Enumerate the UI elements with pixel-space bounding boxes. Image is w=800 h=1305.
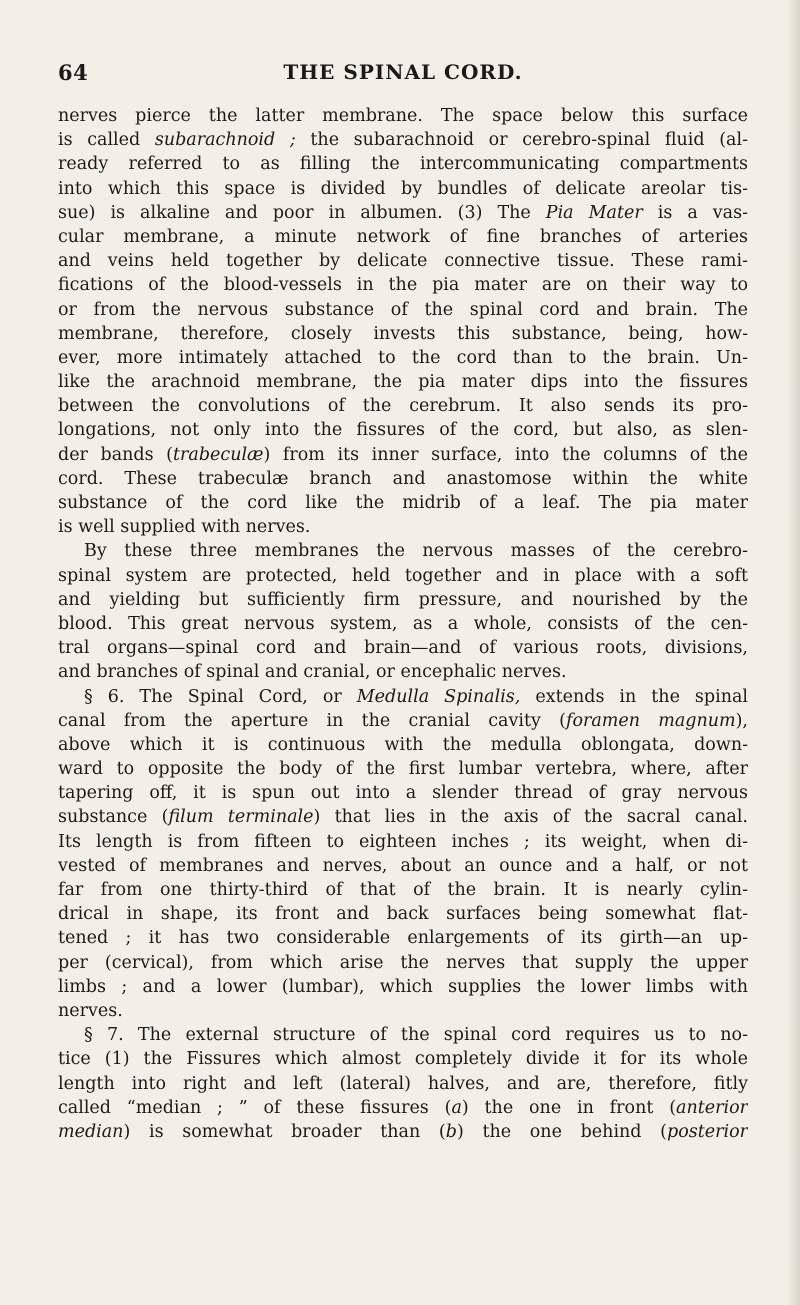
page-edge-shadow bbox=[786, 0, 800, 1305]
text-line: drical in shape, its front and back surfaces being somewhat flat- bbox=[58, 904, 748, 925]
page-number: 64 bbox=[58, 60, 89, 85]
text-line: canal from the aperture in the cranial cavity (foramen magnum), bbox=[58, 710, 748, 731]
text-line: like the arachnoid membrane, the pia mater dips into the fissures bbox=[58, 372, 748, 393]
text-line: spinal system are protected, held together and in place with a soft bbox=[58, 565, 748, 586]
italic-term: a bbox=[451, 1097, 462, 1118]
page-header bbox=[58, 60, 748, 90]
body-text bbox=[58, 104, 748, 1144]
text-line: is well supplied with nerves. bbox=[58, 517, 311, 538]
text-line: far from one thirty-third of that of the brain. It is nearly cylin- bbox=[58, 880, 748, 900]
italic-term: posterior bbox=[667, 1121, 748, 1142]
text-line: § 7. The external structure of the spinal cord requires us to no- bbox=[84, 1025, 748, 1046]
text-line: tice (1) the Fissures which almost completely divide it for its whole bbox=[58, 1049, 748, 1070]
text-line: called “median ; ” of these fissures (a) the one in front (anterior bbox=[58, 1097, 748, 1118]
text-line: Its length is from fifteen to eighteen inches ; its weight, when di- bbox=[58, 831, 748, 852]
italic-term: subarachnoid ; bbox=[154, 130, 296, 151]
text-line: tapering off, it is spun out into a slender thread of gray nervous bbox=[58, 783, 748, 804]
text-line: cord. These trabeculæ branch and anastomose within the white bbox=[58, 468, 748, 489]
text-line: tened ; it has two considerable enlargements of its girth—an up- bbox=[58, 928, 748, 949]
text-line: or from the nervous substance of the spinal cord and brain. The bbox=[58, 299, 748, 320]
text-line: nerves pierce the latter membrane. The space below this surface bbox=[58, 106, 748, 126]
text-line: is called subarachnoid ; the subarachnoid or cerebro-spinal fluid (al- bbox=[58, 130, 748, 151]
text-line: substance (filum terminale) that lies in the axis of the sacral canal. bbox=[58, 807, 748, 828]
text-line: tral organs—spinal cord and brain—and of various roots, divisions, bbox=[58, 638, 748, 659]
text-line: sue) is alkaline and poor in albumen. (3) The Pia Mater is a vas- bbox=[58, 202, 748, 223]
text-line: median) is somewhat broader than (b) the one behind (posterior bbox=[58, 1121, 748, 1142]
running-head: THE SPINAL CORD. bbox=[283, 60, 523, 84]
text-line: per (cervical), from which arise the nerves that supply the upper bbox=[58, 952, 748, 973]
text-line: and yielding but sufficiently firm pressure, and nourished by the bbox=[58, 589, 748, 610]
text-line: cular membrane, a minute network of fine branches of arteries bbox=[58, 226, 748, 247]
text-line: length into right and left (lateral) halves, and are, therefore, fitly bbox=[58, 1073, 748, 1094]
italic-term: b bbox=[445, 1121, 457, 1142]
text-line: By these three membranes the nervous masses of the cerebro- bbox=[84, 541, 748, 562]
text-line: between the convolutions of the cerebrum. It also sends its pro- bbox=[58, 396, 748, 417]
text-line: and branches of spinal and cranial, or encephalic nerves. bbox=[58, 662, 567, 683]
text-line: longations, not only into the fissures of the cord, but also, as slen- bbox=[58, 420, 748, 441]
text-line: ever, more intimately attached to the cord than to the brain. Un- bbox=[58, 347, 748, 368]
text-line: ward to opposite the body of the first lumbar vertebra, where, after bbox=[58, 759, 748, 780]
italic-term: filum terminale bbox=[168, 807, 314, 828]
italic-term: anterior bbox=[676, 1097, 748, 1118]
text-line: and veins held together by delicate connective tissue. These rami- bbox=[58, 251, 748, 272]
italic-term: Medulla Spinalis, bbox=[356, 686, 521, 707]
text-line: fications of the blood-vessels in the pia mater are on their way to bbox=[58, 275, 748, 296]
text-line: membrane, therefore, closely invests this substance, being, how- bbox=[58, 323, 748, 344]
text-line: ready referred to as filling the intercommunicating compartments bbox=[58, 154, 748, 175]
text-line: der bands (trabeculæ) from its inner surface, into the columns of the bbox=[58, 444, 748, 465]
text-line: substance of the cord like the midrib of a leaf. The pia mater bbox=[58, 493, 748, 513]
text-line: § 6. The Spinal Cord, or Medulla Spinalis, extends in the spinal bbox=[84, 686, 748, 707]
text-line: vested of membranes and nerves, about an ounce and a half, or not bbox=[58, 855, 748, 876]
text-line: blood. This great nervous system, as a whole, consists of the cen- bbox=[58, 613, 748, 634]
italic-term: trabeculæ bbox=[173, 444, 264, 465]
italic-term: Pia Mater bbox=[545, 202, 643, 223]
text-line: into which this space is divided by bundles of delicate areolar tis- bbox=[58, 178, 748, 199]
text-line: above which it is continuous with the medulla oblongata, down- bbox=[58, 734, 748, 755]
text-line: limbs ; and a lower (lumbar), which supplies the lower limbs with bbox=[58, 976, 748, 997]
italic-term: median bbox=[58, 1121, 124, 1142]
italic-term: foramen magnum bbox=[565, 710, 736, 731]
text-line: nerves. bbox=[58, 1000, 123, 1021]
